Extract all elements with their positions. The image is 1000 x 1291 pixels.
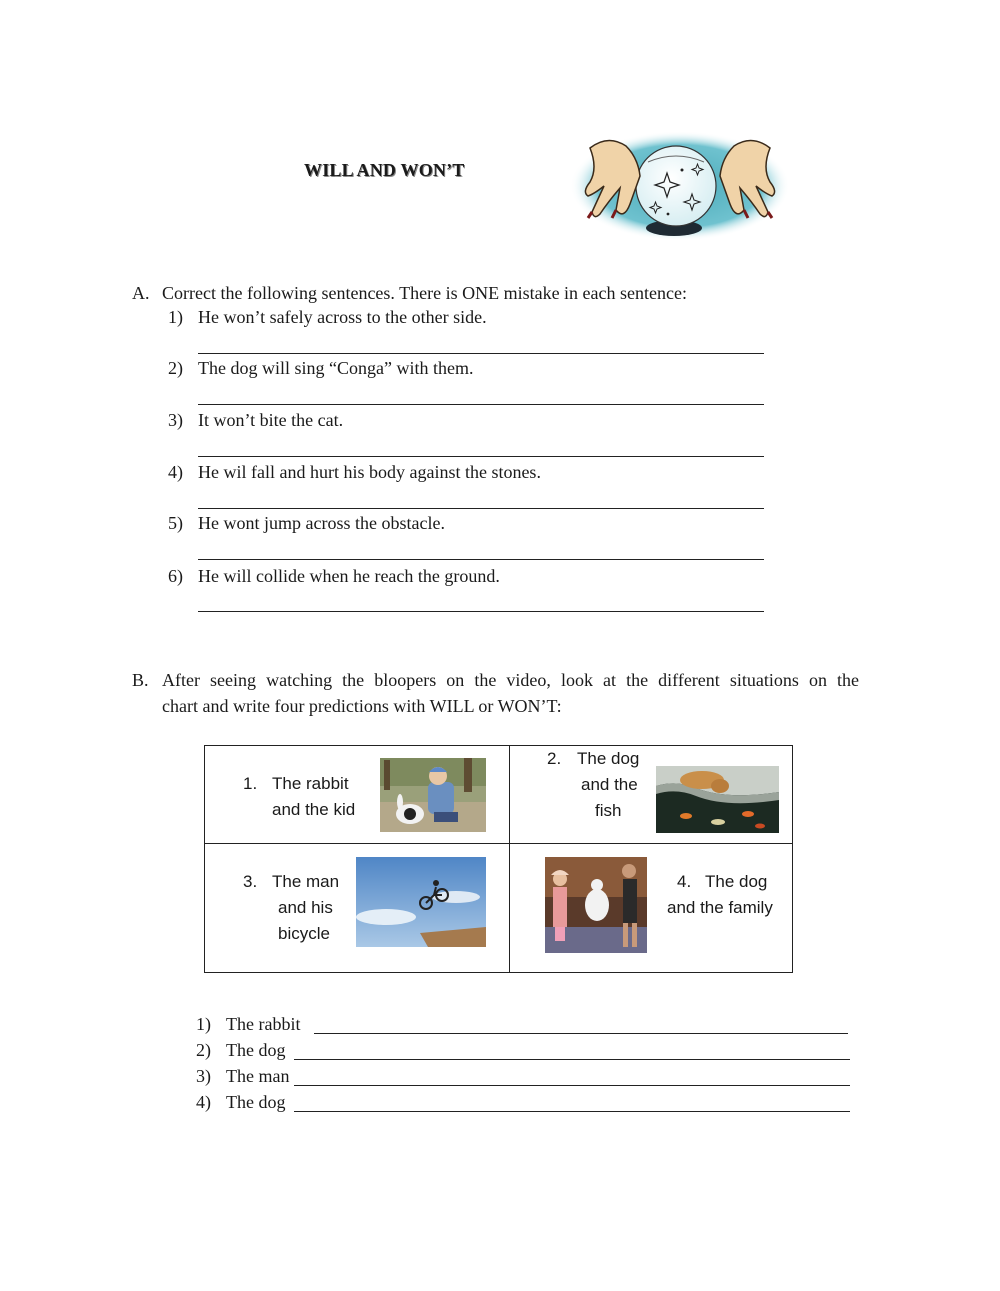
cell-label-line2: and the bbox=[581, 775, 638, 794]
answer-line[interactable] bbox=[198, 611, 764, 612]
prediction-subject: The rabbit bbox=[226, 1014, 301, 1034]
answer-line[interactable] bbox=[198, 508, 764, 509]
item-sentence: He wil fall and hurt his body against the stones. bbox=[198, 462, 541, 482]
item-number: 5) bbox=[168, 513, 183, 533]
chart-divider-horizontal bbox=[205, 843, 792, 844]
man-and-bicycle-photo bbox=[356, 857, 486, 947]
item-number: 2) bbox=[168, 358, 183, 378]
cell-label-line1: The dog bbox=[705, 872, 768, 891]
item-number: 1) bbox=[168, 307, 183, 327]
chart-divider-vertical bbox=[509, 746, 510, 972]
item-sentence: He won’t safely across to the other side. bbox=[198, 307, 487, 327]
item-sentence: He will collide when he reach the ground. bbox=[198, 566, 500, 586]
worksheet-title: WILL AND WON’T bbox=[304, 160, 465, 180]
prediction-answer-line[interactable] bbox=[314, 1033, 848, 1034]
answer-line[interactable] bbox=[198, 404, 764, 405]
cell-number: 2. bbox=[547, 749, 562, 768]
dog-and-family-photo bbox=[545, 857, 647, 953]
answer-line[interactable] bbox=[198, 353, 764, 354]
item-number: 4) bbox=[168, 462, 183, 482]
prediction-number: 4) bbox=[196, 1092, 211, 1112]
cell-number: 1. bbox=[243, 774, 258, 793]
answer-line[interactable] bbox=[198, 559, 764, 560]
cell-label-line3: bicycle bbox=[278, 924, 330, 943]
prediction-answer-line[interactable] bbox=[294, 1111, 850, 1112]
cell-number: 3. bbox=[243, 872, 258, 891]
prediction-number: 1) bbox=[196, 1014, 211, 1034]
rabbit-and-kid-photo bbox=[380, 758, 486, 832]
item-sentence: It won’t bite the cat. bbox=[198, 410, 344, 430]
section-b-label: B. bbox=[132, 670, 149, 690]
item-sentence: He wont jump across the obstacle. bbox=[198, 513, 445, 533]
prediction-subject: The man bbox=[226, 1066, 290, 1086]
section-a-instruction: Correct the following sentences. There is ONE mistake in each sentence: bbox=[162, 283, 687, 303]
cell-label-line1: The rabbit bbox=[272, 774, 349, 793]
prediction-number: 2) bbox=[196, 1040, 211, 1060]
prediction-number: 3) bbox=[196, 1066, 211, 1086]
item-number: 6) bbox=[168, 566, 183, 586]
crystal-ball-illustration bbox=[568, 124, 792, 242]
prediction-answer-line[interactable] bbox=[294, 1085, 850, 1086]
cell-label-line1: The dog bbox=[577, 749, 640, 768]
prediction-subject: The dog bbox=[226, 1040, 286, 1060]
section-a-label: A. bbox=[132, 283, 150, 303]
dog-and-fish-photo bbox=[656, 766, 779, 833]
prediction-subject: The dog bbox=[226, 1092, 286, 1112]
cell-label-line1: The man bbox=[272, 872, 340, 891]
cell-label-line2: and his bbox=[278, 898, 333, 917]
answer-line[interactable] bbox=[198, 456, 764, 457]
item-number: 3) bbox=[168, 410, 183, 430]
situations-chart bbox=[204, 745, 793, 973]
section-b-instruction-line1: After seeing watching the bloopers on the video, look at the different situations on the bbox=[162, 670, 859, 690]
prediction-answer-line[interactable] bbox=[294, 1059, 850, 1060]
section-b-instruction-line2: chart and write four predictions with WILL or WON’T: bbox=[162, 696, 562, 716]
cell-label-line3: fish bbox=[595, 801, 622, 820]
cell-label-line2: and the kid bbox=[272, 800, 356, 819]
item-sentence: The dog will sing “Conga” with them. bbox=[198, 358, 474, 378]
cell-number: 4. bbox=[677, 872, 692, 891]
cell-label-line2: and the family bbox=[667, 898, 773, 917]
